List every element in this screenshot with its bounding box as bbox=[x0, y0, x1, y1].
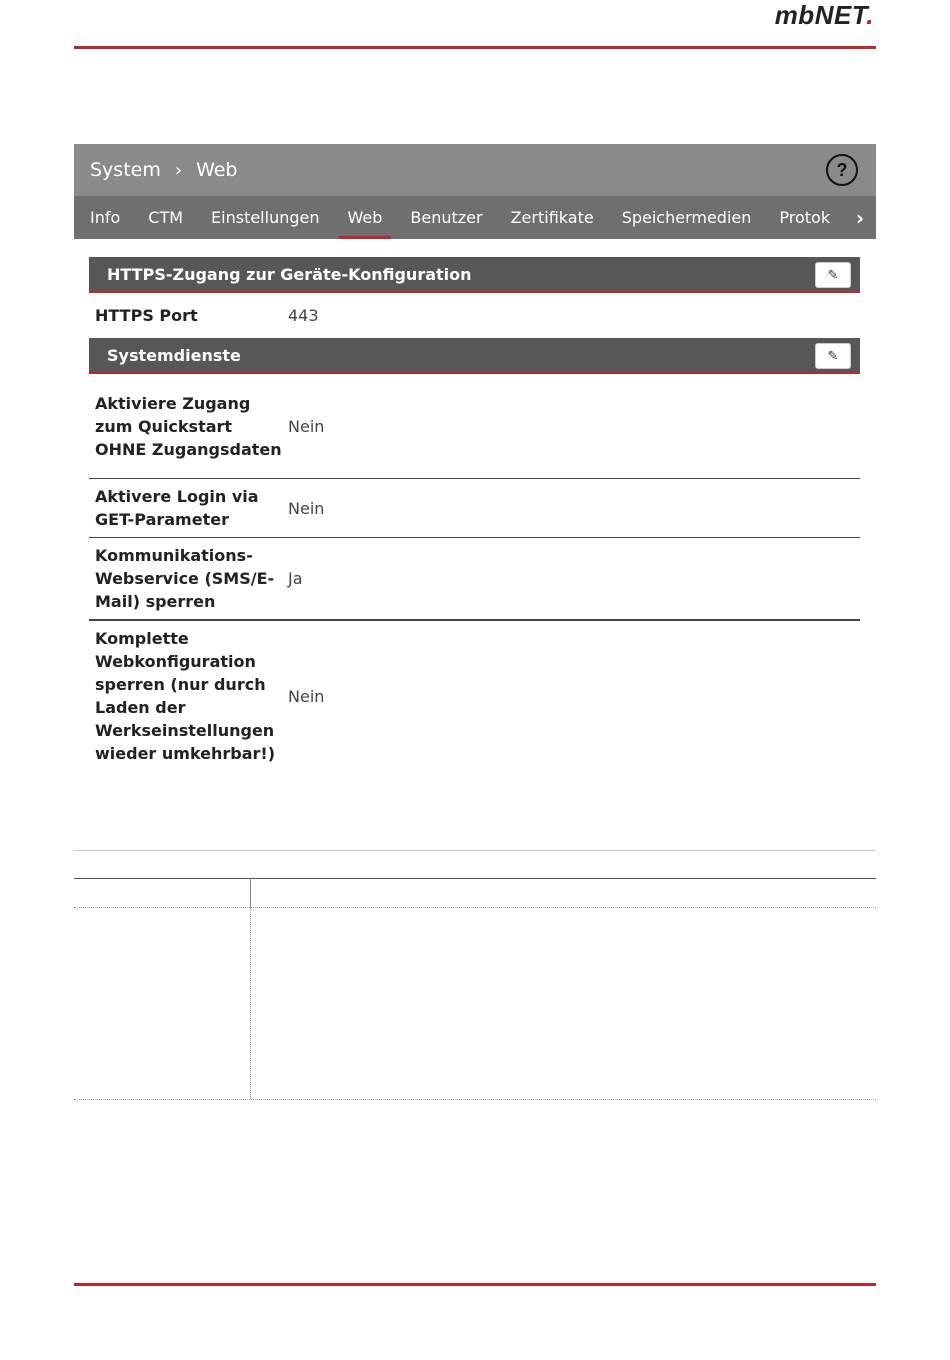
breadcrumb-system[interactable]: System bbox=[90, 159, 161, 181]
header-rule bbox=[74, 46, 876, 49]
breadcrumb-web: Web bbox=[196, 159, 238, 181]
edit-button[interactable] bbox=[815, 343, 851, 369]
section-header-systemdienste bbox=[89, 338, 860, 374]
edit-button[interactable] bbox=[815, 262, 851, 288]
row-value: Nein bbox=[288, 498, 325, 518]
tab-ctm[interactable]: CTM bbox=[148, 208, 184, 227]
divider bbox=[250, 907, 251, 1099]
edit-icon: ✎ bbox=[827, 348, 839, 364]
row-label: HTTPS Port bbox=[95, 306, 198, 325]
breadcrumb bbox=[74, 144, 876, 196]
row-label: Komplette Webkonfiguration sperren (nur durch Laden der Werkseinstellungen wieder umkehrbar!) bbox=[95, 629, 276, 763]
divider bbox=[74, 907, 876, 908]
tab-bar bbox=[74, 196, 876, 239]
tab-benutzer[interactable]: Benutzer bbox=[410, 208, 483, 227]
divider bbox=[74, 850, 876, 851]
footer-rule bbox=[74, 1283, 876, 1286]
row-value: Nein bbox=[288, 416, 325, 436]
row-label: Aktiviere Zugang zum Quickstart OHNE Zugangsdaten bbox=[95, 393, 282, 459]
tab-protokolle[interactable]: Protok bbox=[779, 208, 831, 227]
divider bbox=[250, 878, 251, 907]
divider bbox=[74, 878, 876, 879]
https-section bbox=[89, 257, 860, 338]
section-title: Systemdienste bbox=[107, 345, 241, 365]
row-value: 443 bbox=[288, 306, 319, 325]
section-title: HTTPS-Zugang zur Geräte-Konfiguration bbox=[107, 264, 472, 284]
section-header-https bbox=[89, 257, 860, 293]
tab-speichermedien[interactable]: Speichermedien bbox=[621, 208, 752, 227]
mbnet-logo: mbNET. bbox=[774, 0, 874, 30]
tab-einstellungen[interactable]: Einstellungen bbox=[211, 208, 320, 227]
table-row bbox=[89, 621, 860, 771]
chevron-right-icon: › bbox=[174, 159, 183, 181]
row-label: Aktivere Login via GET-Parameter bbox=[95, 487, 259, 529]
row-value: Nein bbox=[288, 686, 325, 706]
row-value: Ja bbox=[288, 569, 303, 588]
tab-web[interactable]: Web bbox=[348, 196, 383, 239]
row-label: Kommunikations-Webservice (SMS/E-Mail) sperren bbox=[95, 546, 275, 611]
table-row bbox=[89, 293, 860, 338]
web-config-window bbox=[74, 144, 876, 771]
divider bbox=[74, 1099, 876, 1100]
table-row bbox=[89, 538, 860, 621]
tab-zertifikate[interactable]: Zertifikate bbox=[510, 208, 594, 227]
edit-icon: ✎ bbox=[827, 267, 839, 283]
help-icon[interactable]: ? bbox=[826, 154, 858, 186]
chevron-right-icon[interactable]: › bbox=[844, 196, 876, 239]
table-row bbox=[89, 374, 860, 479]
systemdienste-section bbox=[89, 338, 860, 771]
table-row bbox=[89, 479, 860, 538]
tab-info[interactable]: Info bbox=[90, 208, 121, 227]
